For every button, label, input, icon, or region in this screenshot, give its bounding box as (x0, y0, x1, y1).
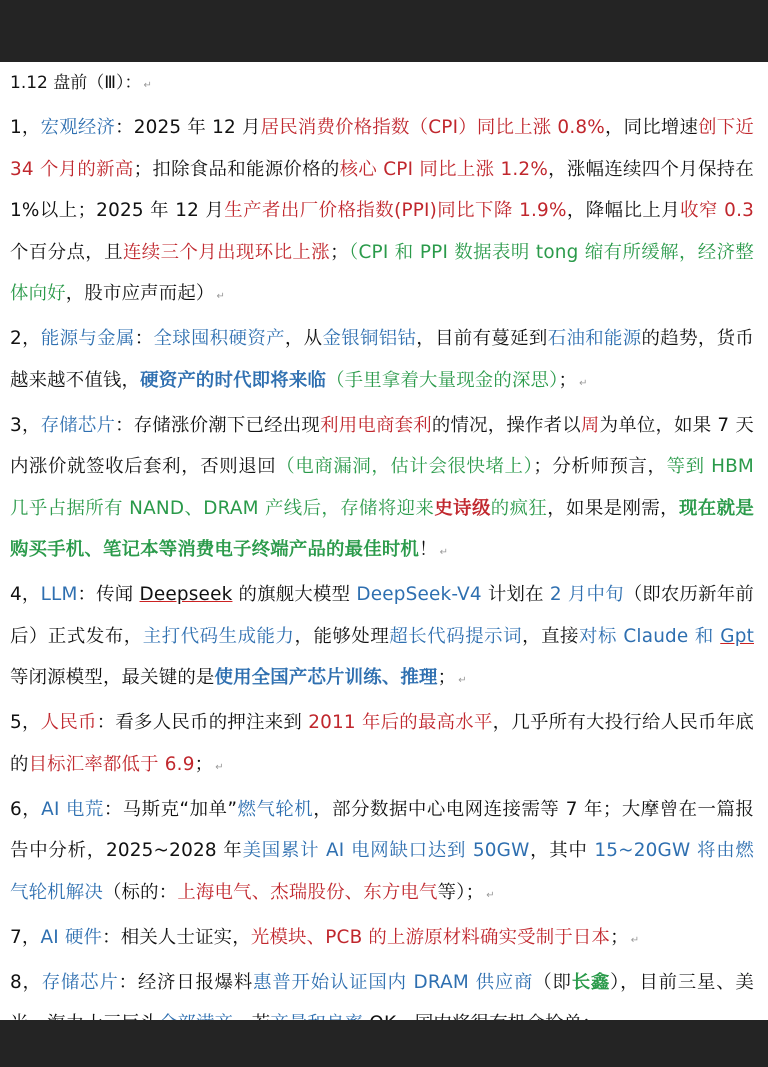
paragraph-3 (10, 405, 754, 574)
text-run: 6， (10, 798, 42, 820)
text-run: 惠普开始认证国内 DRAM 供应商 (253, 971, 534, 993)
text-run: 存储芯片 (40, 414, 116, 436)
text-run: 等）； (437, 881, 485, 903)
document-title (10, 68, 754, 101)
text-run: 2011 年后的最高水平 (308, 712, 493, 733)
text-run: ，降幅比上月 (566, 200, 681, 221)
text-run: （CPI 和 PPI 数据表明 tong 缩有所缓解，经济整体向好 (10, 241, 755, 304)
paragraph-6 (10, 789, 754, 917)
text-run: ，如果是刚需， (547, 497, 679, 519)
text-run: （标的： (102, 881, 178, 903)
text-run: ！ (419, 539, 438, 560)
text-run: 存储芯片 (41, 971, 119, 993)
text-run: 核心 CPI 同比上涨 1.2% (339, 158, 549, 180)
paragraph-mark-icon: ↵ (215, 761, 224, 773)
text-run: 生产者出厂价格指数(PPI)同比下降 1.9% (224, 200, 567, 221)
text-run: ，股市应声而起） (65, 283, 215, 304)
document-page (0, 62, 768, 1020)
text-run: 使用全国产芯片训练、推理 (214, 667, 438, 688)
text-run: 计划在 (481, 584, 550, 605)
text-run: 长鑫 (571, 971, 611, 993)
text-run: 居民消费价格指数（CPI）同比上涨 0.8% (260, 117, 605, 138)
text-run: 全球囤积硬资产 (153, 328, 285, 349)
text-run: AI 电荒 (41, 798, 104, 820)
top-dark-bar (0, 0, 768, 62)
text-run: 1， (10, 117, 41, 138)
text-run: 个百分点，且 (10, 241, 123, 263)
paragraph-mark-icon: ↵ (439, 547, 449, 558)
text-run: ； (558, 369, 578, 391)
text-run: ：存储涨价潮下已经出现 (115, 414, 321, 436)
text-run: ：马斯克“加单” (103, 798, 238, 820)
paragraph-2 (10, 318, 754, 404)
paragraph-mark-icon: ↵ (630, 934, 640, 946)
text-run: ，目前有蔓延到 (416, 328, 548, 349)
text-run: ：看多人民币的押注来到 (96, 712, 309, 733)
text-run: ：传闻 (77, 584, 140, 605)
text-run: （即 (533, 971, 572, 993)
text-run: DeepSeek-V4 (356, 584, 482, 605)
bottom-dark-bar (0, 1020, 768, 1067)
text-run: ，其中 (529, 840, 595, 861)
text-run: ：相关人士证实， (102, 926, 251, 948)
text-run: （即农历新年前后）正式发布， (10, 584, 755, 647)
paragraph-mark-icon: ↵ (579, 377, 588, 389)
paragraph-mark-icon: ↵ (486, 889, 495, 901)
text-run: Gpt (720, 625, 754, 647)
text-run: 美国累计 AI 电网缺口达到 50GW (242, 840, 530, 861)
text-run: 金银铜铝钴 (322, 328, 417, 349)
text-run: 创下近 34 个月的新高 (10, 117, 754, 180)
text-run: 光模块、PCB 的上游原材料确实受制于日本 (250, 926, 611, 948)
text-run: 等到 HBM 几乎占据所有 NAND、DRAM 产线后，存储将迎来 (10, 456, 754, 519)
text-run: 利用电商套利 (320, 414, 432, 436)
text-run: 史诗级 (434, 497, 491, 519)
text-run: 上海电气、杰瑞股份、东方电气 (177, 881, 438, 903)
text-run: ；分析师预言， (533, 456, 667, 477)
text-run: 2 月中旬 (549, 584, 624, 605)
text-run: LLM (40, 584, 78, 605)
text-run: 7， (10, 926, 41, 948)
text-run: 人民币 (40, 712, 97, 733)
text-run: 能源与金属 (40, 328, 135, 349)
text-run: 的情况，操作者以 (431, 414, 581, 436)
text-run: 目标汇率都低于 6.9 (28, 753, 195, 775)
text-run: 4， (10, 584, 41, 605)
text-run: ），目前三星、美 (610, 971, 755, 993)
text-run: 等闭源模型，最关键的是 (10, 667, 215, 688)
paragraph-4 (10, 574, 754, 702)
paragraph-mark-icon: ↵ (458, 675, 467, 686)
text-run: 8， (10, 971, 42, 993)
text-run: 硬资产的时代即将来临 (140, 369, 327, 391)
text-run: 的疯狂 (490, 497, 548, 519)
text-run: ，从 (284, 328, 323, 349)
text-run: 燃气轮机 (237, 798, 314, 820)
text-run: ； (610, 926, 629, 948)
text-run: 为单位，如果 7 天内涨价就签收后套利，否则退回 (10, 414, 755, 477)
text-run: （手里拿着大量现金的深思） (326, 369, 559, 391)
paragraph-5 (10, 702, 754, 788)
text-run: 5， (10, 712, 41, 733)
text-run: ； (437, 667, 457, 688)
text-run: ； (330, 241, 349, 263)
text-run: ：2025 年 12 月 (115, 117, 261, 138)
text-run: ：经济日报爆料 (118, 971, 254, 993)
paragraph-1 (10, 107, 754, 318)
paragraph-mark-icon: ↵ (216, 291, 226, 302)
text-run: ； (194, 753, 214, 775)
text-run: ，能够处理 (294, 625, 390, 647)
paragraph-mark-icon: ↵ (143, 80, 152, 91)
text-run: AI 硬件 (40, 926, 103, 948)
text-run: 超长代码提示词 (389, 625, 523, 647)
paragraph-7 (10, 917, 754, 962)
text-run: 3， (10, 414, 41, 436)
text-run: ，同比增速 (604, 117, 699, 138)
text-run: ，几乎所有大投行给人民币年底的 (10, 712, 754, 775)
text-run: 现在就是购买手机、笔记本等消费电子终端产品的最佳时机 (10, 497, 754, 560)
text-run: 收窄 0.3 (680, 200, 755, 221)
text-run: 主打代码生成能力 (142, 625, 295, 647)
text-run: 周 (580, 414, 600, 436)
text-run: 对标 Claude 和 (579, 625, 721, 647)
text-run: 2， (10, 328, 41, 349)
text-run: Deepseek (139, 584, 233, 605)
text-run: ，直接 (522, 625, 580, 647)
text-run: ，涨幅连续四个月保持在 1%以上；2025 年 12 月 (10, 158, 755, 221)
text-run: ，部分数据中心电网连接需等 7 年；大摩曾在一篇报告中分析，2025~2028 年 (10, 798, 754, 861)
text-run: 石油和能源 (547, 328, 642, 349)
text-run: 的旗舰大模型 (232, 584, 357, 605)
text-run: ： (134, 328, 154, 349)
text-run: 15~20GW 将由燃气轮机解决 (10, 840, 754, 903)
text-run: ；扣除食品和能源价格的 (133, 158, 340, 180)
text-run: 宏观经济 (40, 117, 116, 138)
title-text: 1.12 盘前（Ⅲ）： (10, 73, 142, 93)
text-run: 的趋势，货币越来越不值钱， (10, 328, 754, 391)
text-run: （电商漏洞，估计会很快堵上） (276, 456, 534, 477)
text-run: 连续三个月出现环比上涨 (122, 241, 331, 263)
